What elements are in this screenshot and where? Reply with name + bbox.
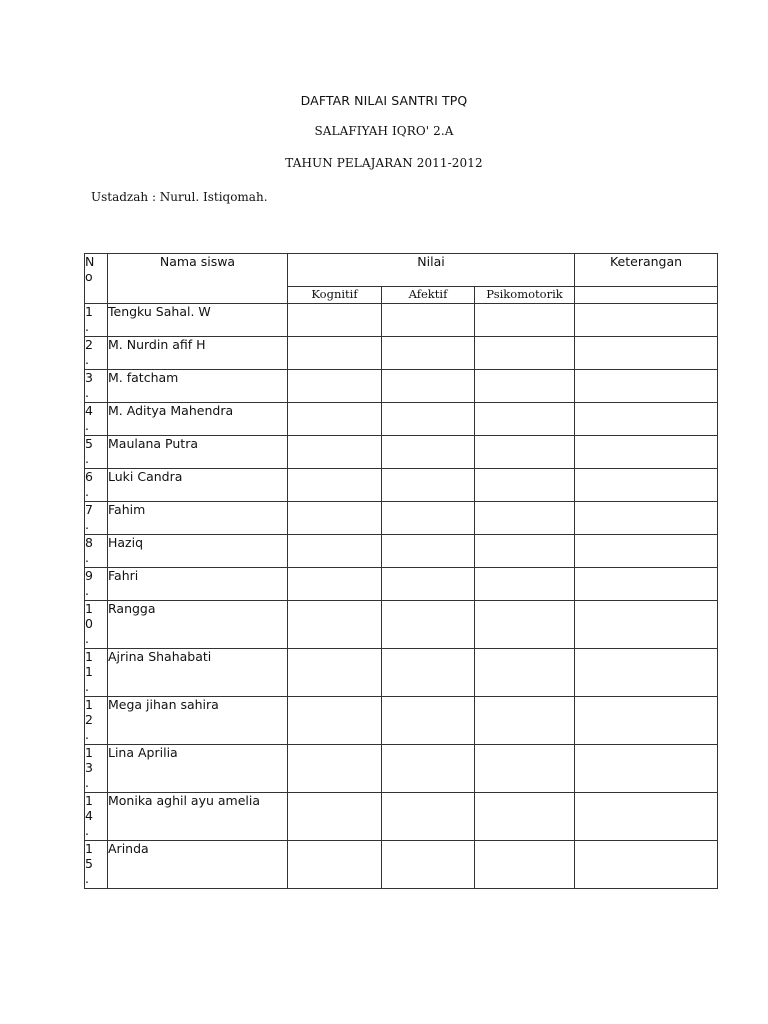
table-row: [85, 436, 718, 469]
kognitif-cell[interactable]: [288, 697, 382, 745]
keterangan-cell[interactable]: [575, 649, 718, 697]
row-number: 2 .: [85, 337, 108, 370]
kognitif-cell[interactable]: [288, 337, 382, 370]
header-afektif: Afektif: [382, 287, 475, 304]
row-number: 6 .: [85, 469, 108, 502]
header-no: [85, 254, 108, 304]
kognitif-cell[interactable]: [288, 436, 382, 469]
class-name: SALAFIYAH IQRO' 2.A: [314, 124, 454, 138]
header-keterangan-sub: [575, 287, 718, 304]
document-title: DAFTAR NILAI SANTRI TPQ: [300, 93, 468, 108]
table-row: [85, 601, 718, 649]
psikomotorik-cell[interactable]: [475, 535, 575, 568]
student-rows: [85, 304, 718, 889]
row-number: 8 .: [85, 535, 108, 568]
kognitif-cell[interactable]: [288, 649, 382, 697]
keterangan-cell[interactable]: [575, 436, 718, 469]
afektif-cell[interactable]: [382, 649, 475, 697]
afektif-cell[interactable]: [382, 697, 475, 745]
psikomotorik-cell[interactable]: [475, 568, 575, 601]
keterangan-cell[interactable]: [575, 469, 718, 502]
student-name: Haziq: [108, 535, 288, 568]
row-number: 9 .: [85, 568, 108, 601]
afektif-cell[interactable]: [382, 502, 475, 535]
psikomotorik-cell[interactable]: [475, 601, 575, 649]
table-row: [85, 469, 718, 502]
keterangan-cell[interactable]: [575, 502, 718, 535]
header-kognitif: Kognitif: [288, 287, 382, 304]
student-name: M. Aditya Mahendra: [108, 403, 288, 436]
afektif-cell[interactable]: [382, 403, 475, 436]
teacher-name: Ustadzah : Nurul. Istiqomah.: [91, 190, 268, 204]
grades-table: [84, 253, 718, 889]
row-number: 7 .: [85, 502, 108, 535]
kognitif-cell[interactable]: [288, 370, 382, 403]
keterangan-cell[interactable]: [575, 535, 718, 568]
psikomotorik-cell[interactable]: [475, 403, 575, 436]
kognitif-cell[interactable]: [288, 568, 382, 601]
afektif-cell[interactable]: [382, 745, 475, 793]
keterangan-cell[interactable]: [575, 370, 718, 403]
student-name: Rangga: [108, 601, 288, 649]
psikomotorik-cell[interactable]: [475, 793, 575, 841]
kognitif-cell[interactable]: [288, 793, 382, 841]
afektif-cell[interactable]: [382, 601, 475, 649]
student-name: Ajrina Shahabati: [108, 649, 288, 697]
keterangan-cell[interactable]: [575, 568, 718, 601]
keterangan-cell[interactable]: [575, 841, 718, 889]
row-number: 1 0 .: [85, 601, 108, 649]
student-name: Arinda: [108, 841, 288, 889]
student-name: Fahri: [108, 568, 288, 601]
table-row: [85, 502, 718, 535]
table-row: [85, 337, 718, 370]
student-name: Tengku Sahal. W: [108, 304, 288, 337]
keterangan-cell[interactable]: [575, 403, 718, 436]
keterangan-cell[interactable]: [575, 601, 718, 649]
header-name: Nama siswa: [108, 254, 288, 304]
afektif-cell[interactable]: [382, 337, 475, 370]
row-number: 1 2 .: [85, 697, 108, 745]
table-row: [85, 304, 718, 337]
afektif-cell[interactable]: [382, 469, 475, 502]
psikomotorik-cell[interactable]: [475, 469, 575, 502]
afektif-cell[interactable]: [382, 436, 475, 469]
keterangan-cell[interactable]: [575, 304, 718, 337]
row-number: 1 4 .: [85, 793, 108, 841]
keterangan-cell[interactable]: [575, 337, 718, 370]
header-no-text: N o: [85, 254, 95, 284]
table-row: [85, 649, 718, 697]
table-row: [85, 403, 718, 436]
table-row: [85, 568, 718, 601]
afektif-cell[interactable]: [382, 304, 475, 337]
header-nilai: Nilai: [288, 254, 575, 287]
row-number: 4 .: [85, 403, 108, 436]
kognitif-cell[interactable]: [288, 535, 382, 568]
psikomotorik-cell[interactable]: [475, 304, 575, 337]
header-psikomotorik: Psikomotorik: [475, 287, 575, 304]
kognitif-cell[interactable]: [288, 841, 382, 889]
academic-year: TAHUN PELAJARAN 2011-2012: [285, 156, 483, 170]
kognitif-cell[interactable]: [288, 403, 382, 436]
psikomotorik-cell[interactable]: [475, 841, 575, 889]
keterangan-cell[interactable]: [575, 793, 718, 841]
table-row: [85, 697, 718, 745]
row-number: 1 3 .: [85, 745, 108, 793]
kognitif-cell[interactable]: [288, 601, 382, 649]
student-name: Fahim: [108, 502, 288, 535]
table-row: [85, 793, 718, 841]
table-row: [85, 535, 718, 568]
psikomotorik-cell[interactable]: [475, 697, 575, 745]
psikomotorik-cell[interactable]: [475, 649, 575, 697]
afektif-cell[interactable]: [382, 370, 475, 403]
keterangan-cell[interactable]: [575, 745, 718, 793]
keterangan-cell[interactable]: [575, 697, 718, 745]
psikomotorik-cell[interactable]: [475, 370, 575, 403]
psikomotorik-cell[interactable]: [475, 502, 575, 535]
afektif-cell[interactable]: [382, 535, 475, 568]
psikomotorik-cell[interactable]: [475, 436, 575, 469]
row-number: 5 .: [85, 436, 108, 469]
row-number: 1 1 .: [85, 649, 108, 697]
kognitif-cell[interactable]: [288, 469, 382, 502]
table-row: [85, 370, 718, 403]
student-name: Monika aghil ayu amelia: [108, 793, 288, 841]
psikomotorik-cell[interactable]: [475, 745, 575, 793]
kognitif-cell[interactable]: [288, 304, 382, 337]
row-number: 1 .: [85, 304, 108, 337]
afektif-cell[interactable]: [382, 568, 475, 601]
table-row: [85, 841, 718, 889]
table-row: [85, 745, 718, 793]
afektif-cell[interactable]: [382, 841, 475, 889]
student-name: Lina Aprilia: [108, 745, 288, 793]
afektif-cell[interactable]: [382, 793, 475, 841]
row-number: 3 .: [85, 370, 108, 403]
header-keterangan: Keterangan: [575, 254, 718, 287]
student-name: Maulana Putra: [108, 436, 288, 469]
student-name: Mega jihan sahira: [108, 697, 288, 745]
row-number: 1 5 .: [85, 841, 108, 889]
student-name: M. Nurdin afif H: [108, 337, 288, 370]
student-name: Luki Candra: [108, 469, 288, 502]
psikomotorik-cell[interactable]: [475, 337, 575, 370]
kognitif-cell[interactable]: [288, 745, 382, 793]
student-name: M. fatcham: [108, 370, 288, 403]
kognitif-cell[interactable]: [288, 502, 382, 535]
